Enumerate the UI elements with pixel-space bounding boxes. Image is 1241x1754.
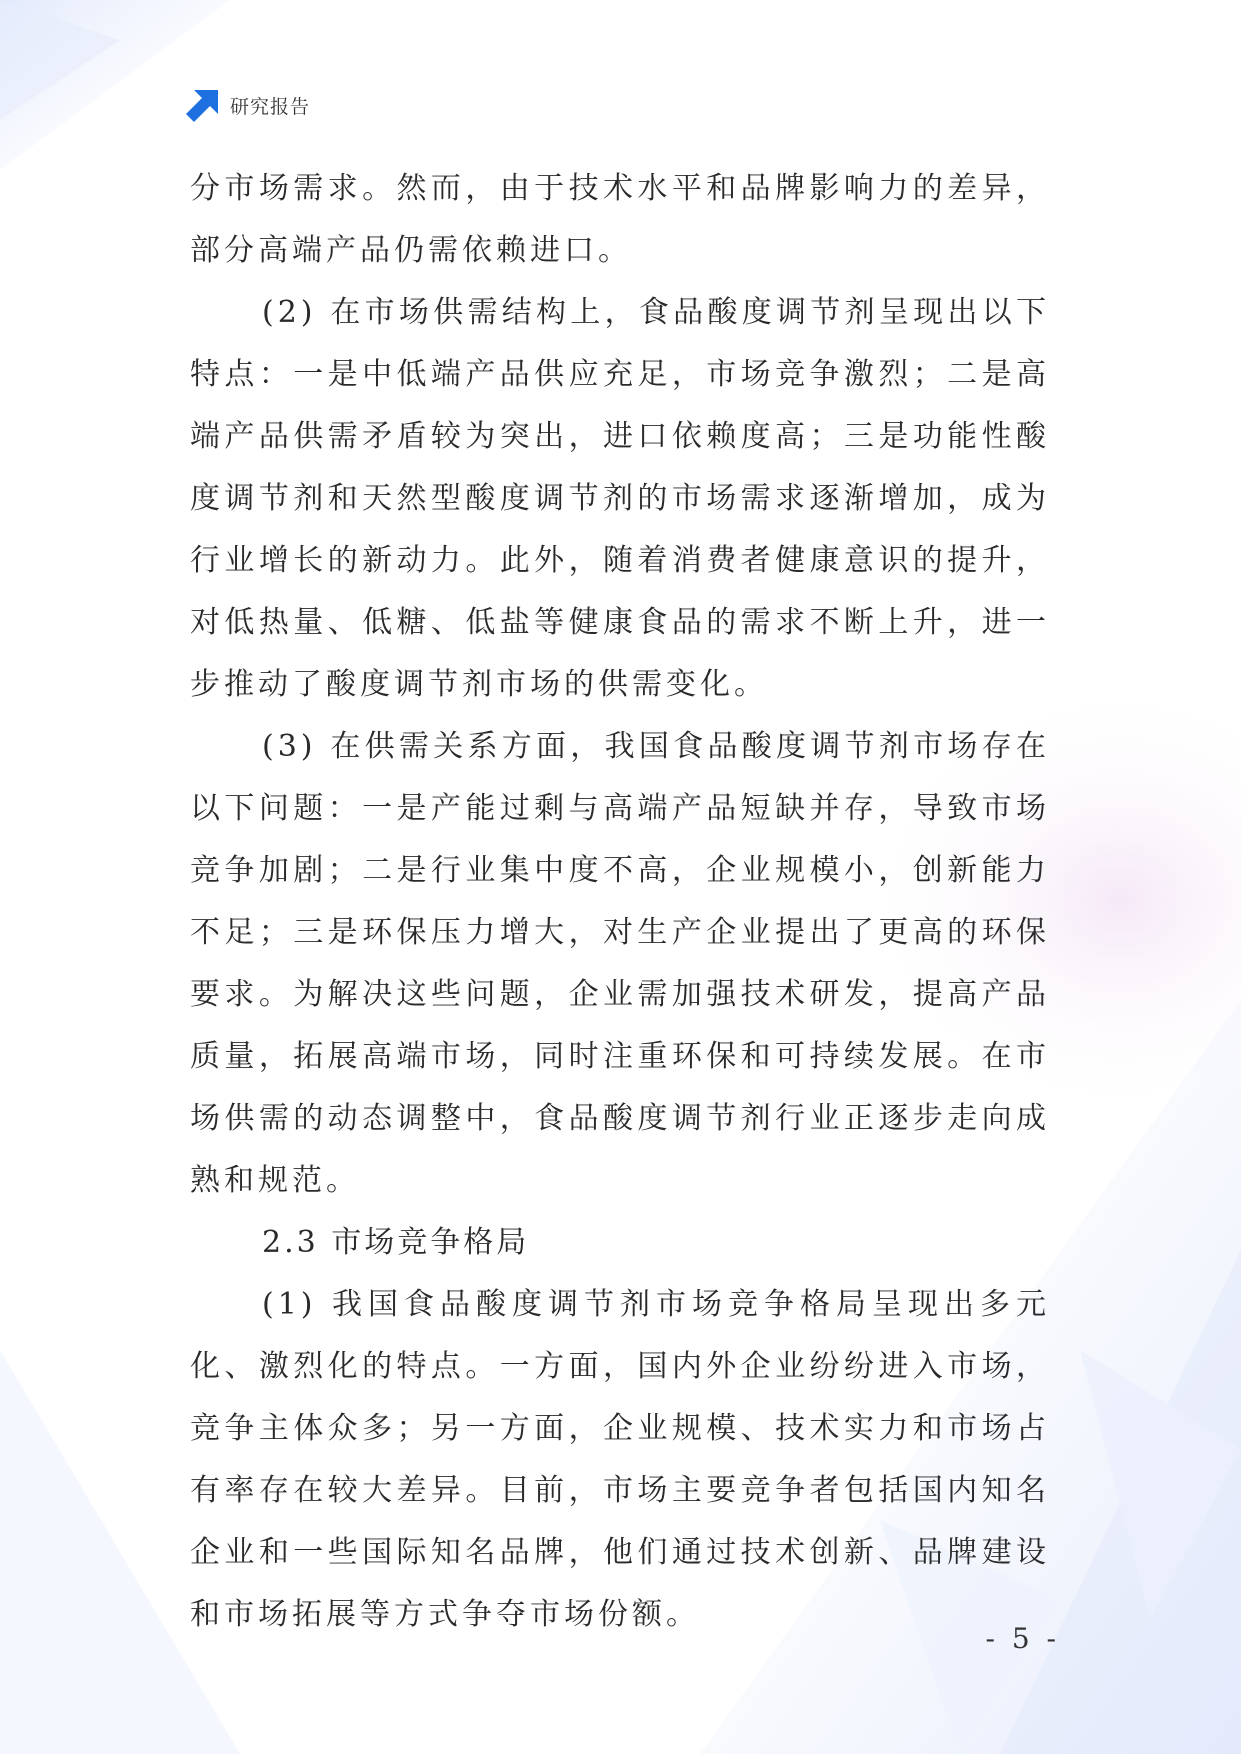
paragraph: (2) 在市场供需结构上，食品酸度调节剂呈现出以下特点：一是中低端产品供应充足，市场竞争激烈；二是高端产品供需矛盾较为突出，进口依赖度高；三是功能性酸度调节剂和天然型酸度调节剂的市场需求逐渐增加，成为行业增长的新动力。此外，随着消费者健康意识的提升，对低热量、低糖、低盐等健康食品的需求不断上升，进一步推动了酸度调节剂市场的供需变化。 — [190, 295, 1050, 702]
paragraph: 分市场需求。然而，由于技术水平和品牌影响力的差异，部分高端产品仍需依赖进口。 — [190, 171, 1050, 268]
header-label: 研究报告 — [230, 95, 311, 118]
arrow-up-right-icon — [186, 88, 220, 122]
document-body — [190, 158, 1050, 1646]
report-header — [186, 88, 310, 122]
paragraph: (3) 在供需关系方面，我国食品酸度调节剂市场存在以下问题：一是产能过剩与高端产品短缺并存，导致市场竞争加剧；二是行业集中度不高，企业规模小，创新能力不足；三是环保压力增大，对生产企业提出了更高的环保要求。为解决这些问题，企业需加强技术研发，提高产品质量，拓展高端市场，同时注重环保和可持续发展。在市场供需的动态调整中，食品酸度调节剂行业正逐步走向成熟和规范。 — [190, 729, 1050, 1198]
section-heading: 2.3 市场竞争格局 — [262, 1225, 530, 1260]
paragraph: (1) 我国食品酸度调节剂市场竞争格局呈现出多元化、激烈化的特点。一方面，国内外企业纷纷进入市场，竞争主体众多；另一方面，企业规模、技术实力和市场占有率存在较大差异。目前，市场主要竞争者包括国内知名企业和一些国际知名品牌，他们通过技术创新、品牌建设和市场拓展等方式争夺市场份额。 — [190, 1287, 1050, 1632]
page-number: - 5 - — [985, 1622, 1060, 1655]
